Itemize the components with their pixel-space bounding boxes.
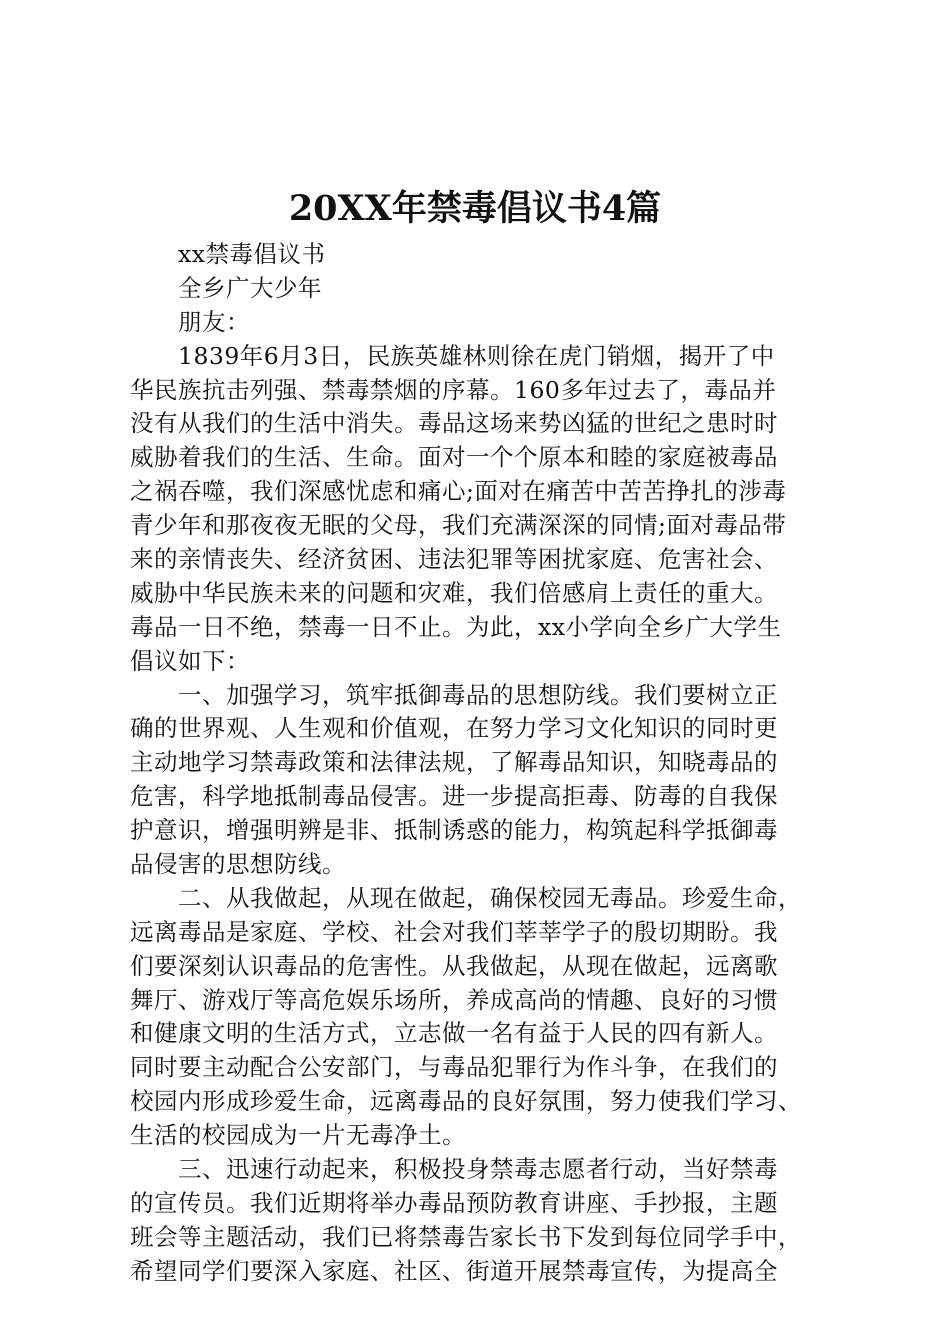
paragraph-line: 校园内形成珍爱生命，远离毒品的良好氛围，努力使我们学习、 bbox=[130, 1087, 802, 1116]
heading-line: 朋友： bbox=[178, 307, 250, 336]
paragraph-line: 品侵害的思想防线。 bbox=[130, 850, 346, 879]
paragraph-line: 三、迅速行动起来，积极投身禁毒志愿者行动，当好禁毒 bbox=[178, 1155, 778, 1184]
paragraph-line: 护意识，增强明辨是非、抵制诱惑的能力，构筑起科学抵御毒 bbox=[130, 816, 778, 845]
paragraph-line: 倡议如下： bbox=[130, 646, 250, 675]
paragraph-line: 一、加强学习，筑牢抵御毒品的思想防线。我们要树立正 bbox=[178, 680, 778, 709]
paragraph-line: 来的亲情丧失、经济贫困、违法犯罪等困扰家庭、危害社会、 bbox=[130, 545, 778, 574]
paragraph-line: 生活的校园成为一片无毒净土。 bbox=[130, 1121, 466, 1150]
paragraph-3 bbox=[130, 882, 834, 1153]
heading-line: 全乡广大少年 bbox=[178, 273, 322, 302]
paragraph-4 bbox=[130, 1153, 834, 1289]
paragraph-line: 1839年6月3日，民族英雄林则徐在虎门销烟，揭开了中 bbox=[178, 341, 775, 370]
paragraph-line: 远离毒品是家庭、学校、社会对我们莘莘学子的殷切期盼。我 bbox=[130, 917, 778, 946]
paragraph-line: 希望同学们要深入家庭、社区、街道开展禁毒宣传，为提高全 bbox=[130, 1256, 778, 1285]
paragraph-line: 们要深刻认识毒品的危害性。从我做起，从现在做起，远离歌 bbox=[130, 951, 778, 980]
paragraph-line: 毒品一日不绝，禁毒一日不止。为此，xx小学向全乡广大学生 bbox=[130, 612, 782, 641]
paragraph-line: 同时要主动配合公安部门，与毒品犯罪行为作斗争，在我们的 bbox=[130, 1053, 778, 1082]
paragraph-line: 班会等主题活动，我们已将禁毒告家长书下发到每位同学手中， bbox=[130, 1222, 802, 1251]
paragraph-line: 危害，科学地抵制毒品侵害。进一步提高拒毒、防毒的自我保 bbox=[130, 782, 778, 811]
paragraph-line: 二、从我做起，从现在做起，确保校园无毒品。珍爱生命， bbox=[178, 883, 802, 912]
paragraph-1 bbox=[130, 340, 834, 679]
paragraph-line: 威胁中华民族未来的问题和灾难，我们倍感肩上责任的重大。 bbox=[130, 578, 778, 607]
heading-line: xx禁毒倡议书 bbox=[178, 240, 326, 268]
paragraph-line: 之祸吞噬，我们深感忧虑和痛心;面对在痛苦中苦苦挣扎的涉毒 bbox=[130, 477, 787, 506]
paragraph-line: 的宣传员。我们近期将举办毒品预防教育讲座、手抄报，主题 bbox=[130, 1188, 778, 1217]
paragraph-line: 和健康文明的生活方式，立志做一名有益于人民的四有新人。 bbox=[130, 1019, 778, 1048]
paragraph-line: 华民族抗击列强、禁毒禁烟的序幕。160多年过去了，毒品并 bbox=[130, 375, 777, 404]
paragraph-line: 没有从我们的生活中消失。毒品这场来势凶猛的世纪之患时时 bbox=[130, 409, 778, 438]
paragraph-line: 威胁着我们的生活、生命。面对一个个原本和睦的家庭被毒品 bbox=[130, 443, 778, 472]
paragraph-line: 青少年和那夜夜无眠的父母，我们充满深深的同情;面对毒品带 bbox=[130, 511, 787, 540]
document-title: 20XX年禁毒倡议书4篇 bbox=[288, 188, 662, 229]
document-body bbox=[130, 238, 834, 1289]
paragraph-line: 确的世界观、人生观和价值观，在努力学习文化知识的同时更 bbox=[130, 714, 778, 743]
paragraph-line: 主动地学习禁毒政策和法律法规，了解毒品知识，知晓毒品的 bbox=[130, 748, 778, 777]
paragraph-2 bbox=[130, 679, 834, 882]
paragraph-line: 舞厅、游戏厅等高危娱乐场所，养成高尚的情趣、良好的习惯 bbox=[130, 985, 778, 1014]
